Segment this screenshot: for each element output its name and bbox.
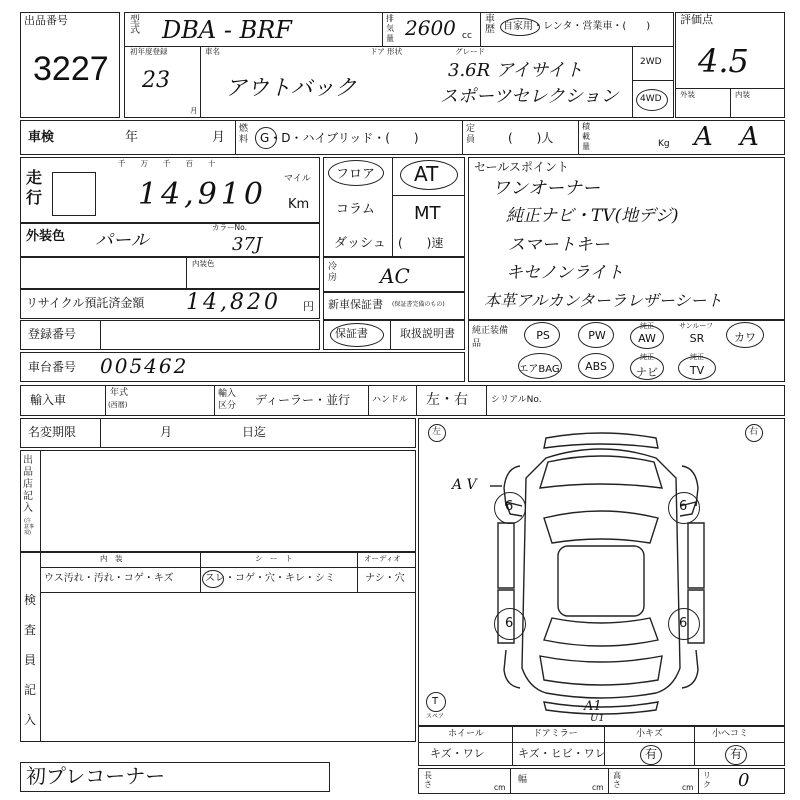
equip-tv-top: 純正 xyxy=(690,353,704,361)
model-code: DBA - BRF xyxy=(162,16,292,44)
interior-grade-label: 内装 xyxy=(735,90,750,99)
small-scratch-label: 小キズ xyxy=(636,729,663,739)
equip-airbag-circle xyxy=(518,353,562,379)
tire-rear-right-value: 6 xyxy=(679,616,688,631)
equip-abs: ABS xyxy=(585,360,607,373)
seat-selected-circle xyxy=(202,570,224,588)
interior-grade: A xyxy=(740,122,759,152)
warranty-certificate: 保証書 xyxy=(335,327,368,340)
import-class-options: ディーラー・並行 xyxy=(255,393,351,407)
height-unit: cm xyxy=(682,783,694,792)
first-reg-label: 初年度登録 xyxy=(130,47,168,56)
lot-label: 出品番号 xyxy=(24,14,68,27)
tire-rear-left-value: 6 xyxy=(505,616,514,631)
grade-line2: スポーツセレクション xyxy=(440,86,619,107)
rikku-value: 0 xyxy=(738,770,750,791)
equip-aw-circle xyxy=(630,325,664,349)
color-code-label: カラーNo. xyxy=(212,223,247,232)
shaken-month: 月 xyxy=(212,130,226,145)
inspection-interior-label: 内 装 xyxy=(100,554,123,563)
displacement-unit: cc xyxy=(462,31,472,41)
seller-notes-label: 出品店記入 xyxy=(23,455,33,514)
history-label: 車歴 xyxy=(485,14,495,35)
drive-4wd: 4WD xyxy=(640,94,662,104)
warranty-note: (保証書完備のもの) xyxy=(392,301,445,308)
seller-notes-box xyxy=(20,450,416,552)
seller-notes-sub: (注意事項) xyxy=(24,518,35,536)
shift-at: AT xyxy=(414,162,439,186)
chassis-label: 車台番号 xyxy=(28,360,77,374)
tire-front-right-value: 6 xyxy=(679,499,688,514)
grade-label: グレード xyxy=(455,47,485,56)
mileage-unit-mile: マイル xyxy=(284,174,311,184)
sales-point-2: 純正ナビ・TV(地デジ) xyxy=(506,206,679,226)
registration-label: 登録番号 xyxy=(28,327,77,341)
inspection-interior-options: ウス汚れ・汚れ・コゲ・キズ xyxy=(44,573,174,584)
ac-value: AC xyxy=(380,264,410,288)
load-label: 積載量 xyxy=(582,122,590,151)
corner-label: 初プレコーナー xyxy=(26,764,166,788)
shift-column: コラム xyxy=(336,202,375,217)
recycle-value: 14,820 xyxy=(186,290,281,315)
transfer-label: 名変期限 xyxy=(28,425,77,439)
drive-2wd: 2WD xyxy=(640,57,662,67)
diagram-av-mark: A V xyxy=(452,477,477,493)
shift-speed: ( )速 xyxy=(398,236,444,250)
car-name-label: 車名 xyxy=(205,47,220,56)
import-year-label: 年式 xyxy=(110,388,129,398)
history-selected-circle xyxy=(500,18,540,36)
shift-floor: フロア xyxy=(336,167,376,182)
transfer-day: 日迄 xyxy=(242,425,267,439)
score-value: 4.5 xyxy=(698,42,749,80)
mileage-value: 14,910 xyxy=(138,177,267,212)
wheel-label: ホイール xyxy=(448,729,484,739)
displacement-value: 2600 xyxy=(405,16,456,40)
mileage-units: 千 万 千 百 十 xyxy=(118,159,216,168)
diagram-left-label: 左 xyxy=(432,427,442,437)
ac-label: 冷房 xyxy=(328,262,338,283)
warranty-certificate-circle xyxy=(330,323,384,347)
small-scratch-circle xyxy=(640,745,662,765)
equip-sr-top: サンルーフ xyxy=(678,322,714,330)
import-handle-label: ハンドル xyxy=(372,395,409,405)
equip-ps: PS xyxy=(536,329,550,342)
diagram-u1-mark: U1 xyxy=(590,713,605,724)
equip-kawa-circle xyxy=(726,322,764,348)
rikku-label: リク xyxy=(703,771,711,789)
chassis-value: 005462 xyxy=(100,354,189,378)
diagram-a1-mark: A1 xyxy=(584,699,602,714)
warranty-manual: 取扱説明書 xyxy=(400,327,455,340)
score-label: 評価点 xyxy=(680,13,713,26)
equip-pw-circle xyxy=(578,322,614,348)
color-code-value: 37J xyxy=(232,234,263,255)
import-serial-label: シリアルNo. xyxy=(491,395,542,405)
interior-color-label: 内装色 xyxy=(192,259,215,268)
small-dent-label: 小ヘコミ xyxy=(712,729,749,739)
shaken-label: 車検 xyxy=(28,130,55,145)
equip-tv: TV xyxy=(689,364,705,377)
mirror-label: ドアミラー xyxy=(533,729,578,739)
length-unit: cm xyxy=(494,783,506,792)
capacity-value: ( )人 xyxy=(508,131,554,145)
small-scratch-value: 有 xyxy=(645,747,658,761)
equip-pw: PW xyxy=(588,329,606,342)
spare-mark: T xyxy=(432,696,439,707)
equip-ps-circle xyxy=(524,322,560,348)
mirror-options: キズ・ヒビ・ワレ xyxy=(518,747,606,760)
spare-label: スペア xyxy=(426,713,445,720)
inspection-label: 検査員記入 xyxy=(24,593,37,727)
mileage-digit-box xyxy=(52,172,96,216)
grade-line1: 3.6R アイサイト xyxy=(448,60,584,81)
equip-tv-circle xyxy=(678,356,716,380)
equip-navi: ナビ xyxy=(636,366,658,379)
equip-navi-circle xyxy=(630,356,664,380)
equip-sr: SR xyxy=(689,332,705,345)
sales-point-1: ワンオーナー xyxy=(492,178,600,199)
exterior-grade: A xyxy=(694,122,713,152)
interior-color-box xyxy=(20,257,320,289)
inspection-seat-label: シ ー ト xyxy=(255,554,293,563)
shift-mt: MT xyxy=(414,203,441,224)
drive-4wd-circle xyxy=(636,89,668,111)
fuel-selected-circle xyxy=(255,127,277,149)
shift-dash: ダッシュ xyxy=(334,236,386,251)
warranty-label: 新車保証書 xyxy=(328,298,383,311)
inspection-audio-options: ナシ・穴 xyxy=(365,573,405,584)
model-label: 型式 xyxy=(130,15,140,36)
length-label: 長さ xyxy=(424,771,432,789)
exterior-grade-label: 外装 xyxy=(680,90,695,99)
capacity-label: 定員 xyxy=(466,124,476,145)
displacement-label: 排気量 xyxy=(386,14,394,43)
equip-airbag: エアBAG xyxy=(518,364,560,375)
import-label: 輸入車 xyxy=(30,393,67,407)
equip-kawa: カワ xyxy=(734,331,756,344)
width-unit: cm xyxy=(592,783,604,792)
height-label: 高さ xyxy=(613,771,621,789)
equipment-label: 純正装備品 xyxy=(472,326,509,349)
sales-point-3: スマートキー xyxy=(508,235,610,255)
car-name-value: アウトバック xyxy=(225,76,357,101)
first-reg-value: 23 xyxy=(142,68,170,93)
equip-navi-top: 純正 xyxy=(640,353,654,361)
sales-point-4: キセノンライト xyxy=(506,263,624,283)
diagram-right-label: 右 xyxy=(749,427,759,437)
transfer-box xyxy=(20,418,416,448)
door-label: ドア 形状 xyxy=(370,47,403,56)
import-handle-options: 左・右 xyxy=(426,392,468,408)
equip-aw-top: 純正 xyxy=(640,322,654,330)
small-dent-value: 有 xyxy=(730,747,743,761)
recycle-label: リサイクル預託済金額 xyxy=(26,296,145,310)
chassis-box xyxy=(20,352,465,382)
equip-aw: AW xyxy=(638,332,656,345)
equip-abs-circle xyxy=(578,353,614,379)
recycle-unit: 円 xyxy=(303,300,314,313)
lot-number: 3227 xyxy=(33,50,109,88)
import-class-label: 輸入区分 xyxy=(218,389,237,411)
shift-at-circle xyxy=(400,160,458,190)
car-diagram xyxy=(418,418,785,726)
shift-floor-circle xyxy=(328,160,384,186)
color-label: 外装色 xyxy=(26,229,66,244)
fuel-label: 燃料 xyxy=(239,124,249,145)
wheel-options: キズ・ワレ xyxy=(430,747,485,760)
fuel-options: G・D・ハイブリッド・( ) xyxy=(260,131,419,145)
inspection-audio-label: オーディオ xyxy=(364,554,401,563)
width-label: 幅 xyxy=(518,775,528,785)
history-options: 自家用・レンタ・営業車・( ) xyxy=(503,21,651,32)
import-year-sub: (西暦) xyxy=(108,401,128,409)
sales-point-5: 本革アルカンターラレザーシート xyxy=(484,291,723,310)
tire-front-left-value: 6 xyxy=(505,499,514,514)
small-dent-circle xyxy=(725,745,747,765)
inspection-seat-options: スレ・コゲ・穴・キレ・シミ xyxy=(205,573,335,584)
color-value: パール xyxy=(95,230,149,251)
shaken-year: 年 xyxy=(125,130,139,145)
mileage-label: 走行 xyxy=(26,168,43,207)
sales-points-label: セールスポイント xyxy=(474,160,569,174)
load-unit: Kg xyxy=(658,139,670,149)
transfer-month: 月 xyxy=(160,425,173,439)
mileage-unit-km: Km xyxy=(288,197,310,212)
first-reg-unit: 月 xyxy=(190,106,198,115)
